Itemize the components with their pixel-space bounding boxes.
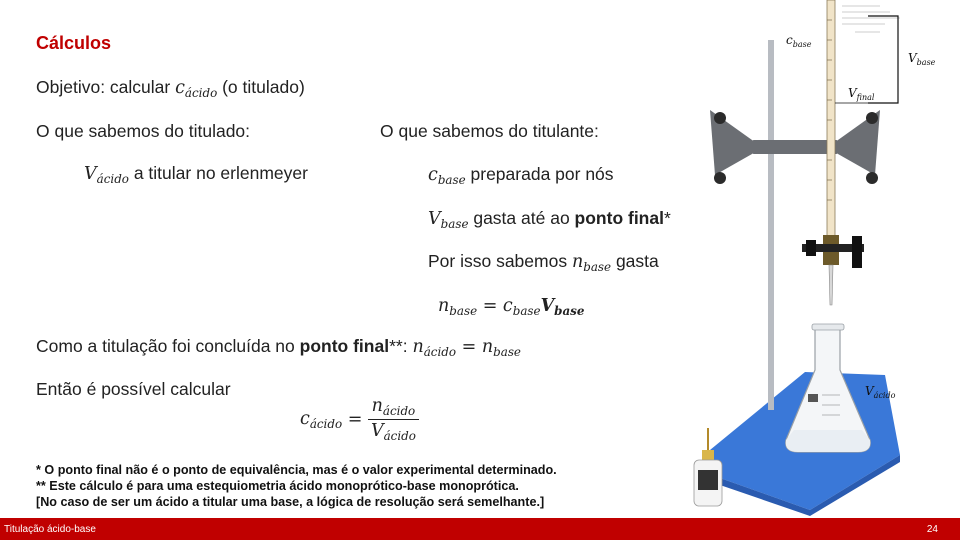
objective-variable: $c_{ácido}$ [175,78,218,101]
burette-clamp [710,110,880,184]
titulante-item-3: Por isso sabemos $n_{base}$ gasta [428,251,659,275]
entao-line: Então é possível calcular [36,379,231,399]
page-number: 24 [926,524,938,535]
equation-c-acido: $c_{ácido}$ = $\frac{n_{ácido}}{V_{ácido}}$ [300,396,419,443]
footnotes [36,462,557,510]
titulado-item: $V_{ácido}$ a titular no erlenmeyer [84,163,308,187]
conclusion-line: Como a titulação foi concluída no ponto final**: $n_{ácido} = n_{base}$ [36,336,521,360]
wash-bottle [694,428,722,506]
fraction: $\frac{n_{ácido}}{V_{ácido}}$ [368,396,419,443]
label-c-base: $c_{base}$ [786,33,812,49]
titulante-item-1: $c_{base}$ preparada por nós [428,164,614,188]
slide-title: Cálculos [36,33,112,53]
stand-rod [768,40,774,410]
handwritten-notes-image [842,6,900,32]
footnote-1: * O ponto final não é o ponto de equivalência, mas é o valor experimental determinado. [36,463,557,477]
objective-line [36,77,305,100]
footer-title: Titulação ácido-base [4,524,96,535]
titulante-heading: O que sabemos do titulante: [380,121,599,141]
titulante-item-2: $V_{base}$ gasta até ao ponto final* [428,208,671,232]
objective-suffix: (o titulado) [217,77,305,97]
titration-apparatus-image [690,0,960,518]
label-v-base: $V_{base}$ [908,51,936,67]
equation-n-base: $n_{base} = c_{base}V_{base}$ [438,296,585,319]
titulado-heading: O que sabemos do titulado: [36,121,251,141]
v-acido-variable: $V_{ácido}$ [84,164,129,187]
footnote-3: [No caso de ser um ácido a titular uma base, a lógica de resolução será semelhante.] [36,495,545,509]
objective-text: Objetivo: calcular [36,77,176,97]
footnote-2: ** Este cálculo é para uma estequiometria ácido monoprótico-base monoprótica. [36,479,519,493]
footer-bar [0,518,960,540]
label-v-acido: $V_{ácido}$ [865,384,896,400]
label-v-final: $V_{final}$ [848,86,875,102]
